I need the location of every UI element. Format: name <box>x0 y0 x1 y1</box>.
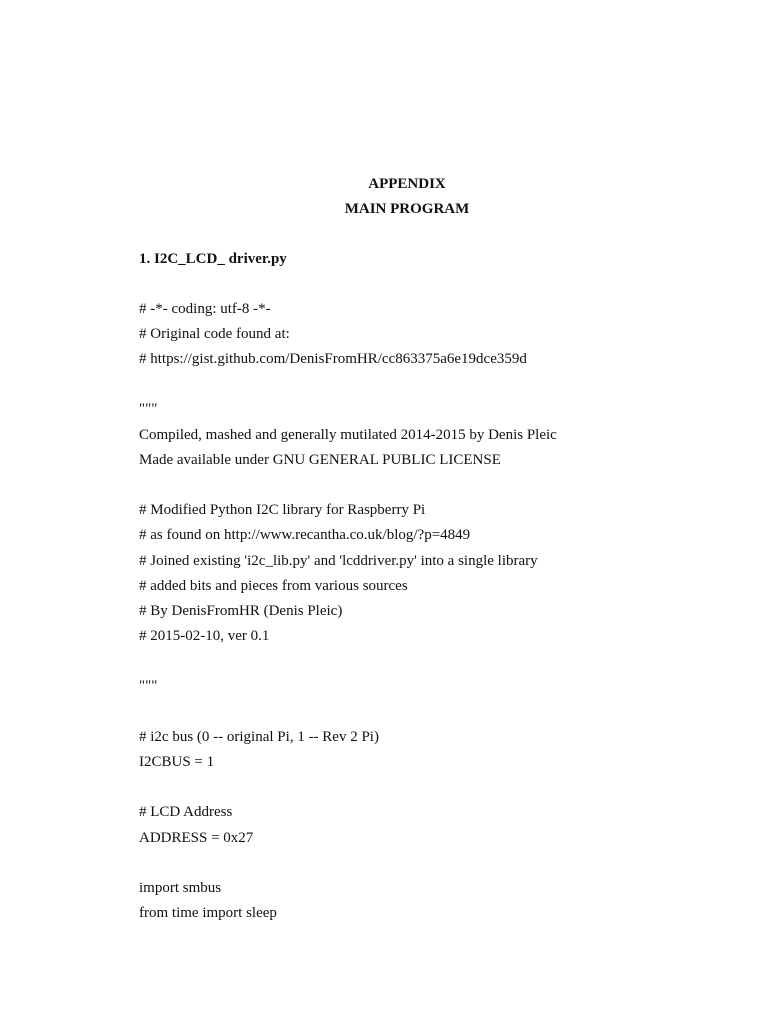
code-line: # https://gist.github.com/DenisFromHR/cc863375a6e19dce359d <box>139 351 527 367</box>
code-line: from time import sleep <box>139 905 277 921</box>
code-line: # Modified Python I2C library for Raspberry Pi <box>139 502 426 518</box>
code-line: # Joined existing 'i2c_lib.py' and 'lcddriver.py' into a single library <box>139 553 538 569</box>
code-line: # 2015-02-10, ver 0.1 <box>139 628 270 644</box>
code-line: # i2c bus (0 -- original Pi, 1 -- Rev 2 Pi) <box>139 729 379 745</box>
code-line: # By DenisFromHR (Denis Pleic) <box>139 603 343 619</box>
code-line: # added bits and pieces from various sources <box>139 578 408 594</box>
code-line: """ <box>139 401 158 417</box>
code-line: # as found on http://www.recantha.co.uk/blog/?p=4849 <box>139 527 471 543</box>
main-program-heading: MAIN PROGRAM <box>344 201 470 217</box>
section-title: 1. I2C_LCD_ driver.py <box>139 251 287 267</box>
appendix-heading: APPENDIX <box>368 176 446 192</box>
code-line: ADDRESS = 0x27 <box>139 830 254 846</box>
code-line: import smbus <box>139 880 222 896</box>
code-line: # LCD Address <box>139 804 233 820</box>
code-line: # -*- coding: utf-8 -*- <box>139 301 271 317</box>
code-line: # Original code found at: <box>139 326 290 342</box>
code-line: Compiled, mashed and generally mutilated 2014-2015 by Denis Pleic <box>139 427 557 443</box>
code-line: Made available under GNU GENERAL PUBLIC LICENSE <box>139 452 501 468</box>
code-line: """ <box>139 678 158 694</box>
code-line: I2CBUS = 1 <box>139 754 215 770</box>
